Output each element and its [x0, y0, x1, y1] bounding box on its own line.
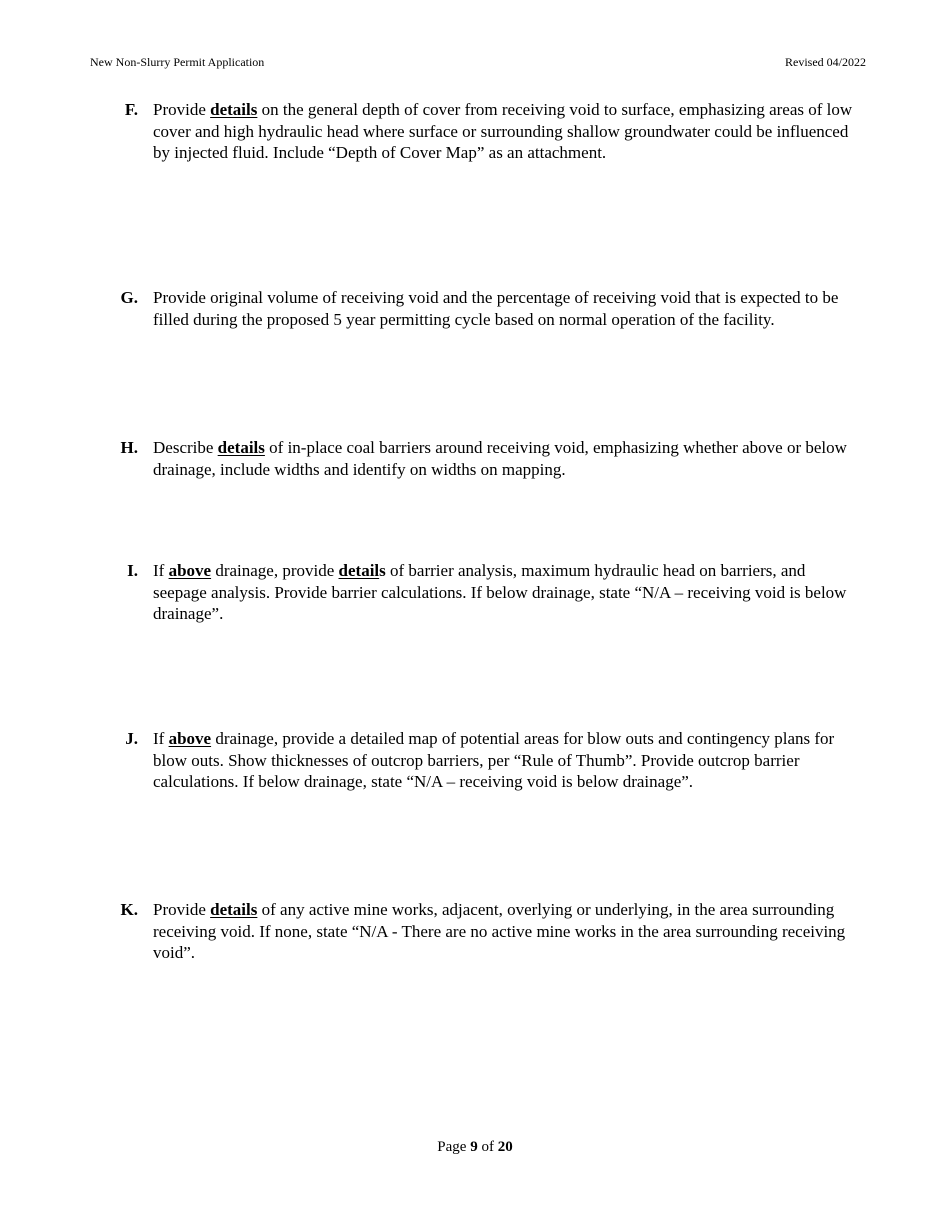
- emphasis-details: details: [210, 100, 258, 119]
- header-document-title: New Non-Slurry Permit Application: [90, 55, 265, 69]
- total-pages: 20: [497, 1139, 513, 1155]
- emphasis-details: details: [210, 900, 258, 919]
- emphasis-s: s: [379, 561, 386, 580]
- item-letter: G.: [120, 288, 138, 307]
- emphasis-details: details: [217, 438, 265, 457]
- text-segment: If: [153, 561, 169, 580]
- text-segment: on the general depth of cover from receiving void to surface, emphasizing areas of low cover and high hydraulic head where surface or surrounding shallow groundwater could be influenced by injected fluid. Include “Depth of Cover Map” as an attachment.: [153, 100, 853, 162]
- text-segment: Provide: [153, 900, 211, 919]
- item-letter: J.: [125, 729, 138, 748]
- text-segment: of barrier analysis, maximum hydraulic head on barriers, and seepage analysis. Provide barrier calculations. If below drainage, state “N/A – receiving void is below drainage”.: [153, 561, 847, 623]
- header-revision-date: Revised 04/2022: [785, 55, 866, 69]
- item-text: [153, 560, 855, 625]
- item-letter: K.: [120, 900, 138, 919]
- page-number: 9: [470, 1139, 478, 1155]
- item-text: [153, 99, 855, 164]
- text-segment: drainage, provide: [211, 561, 339, 580]
- item-letter: F.: [124, 100, 138, 119]
- text-segment: Provide original volume of receiving void and the percentage of receiving void that is expected to be filled during the proposed 5 year permitting cycle based on normal operation of the facility.: [153, 288, 839, 329]
- item-text: [153, 437, 855, 480]
- text-segment: Provide: [153, 100, 211, 119]
- text-segment: If: [153, 729, 169, 748]
- page-label: Page: [437, 1139, 467, 1155]
- text-segment: of in-place coal barriers around receiving void, emphasizing whether above or below drainage, include widths and identify on widths on mapping.: [153, 438, 847, 479]
- item-text: [153, 287, 855, 330]
- text-segment: drainage, provide a detailed map of potential areas for blow outs and contingency plans for blow outs. Show thicknesses of outcrop barriers, per “Rule of Thumb”. Provide outcrop barrier calculations. If below drainage, state “N/A – receiving void is below drainage”.: [153, 729, 835, 791]
- emphasis-above: above: [168, 729, 212, 748]
- item-letter: H.: [120, 438, 138, 457]
- item-text: [153, 728, 855, 793]
- of-label: of: [481, 1139, 494, 1155]
- emphasis-detail: detail: [338, 561, 380, 580]
- text-segment: of any active mine works, adjacent, overlying or underlying, in the area surrounding receiving void. If none, state “N/A - There are no active mine works in the area surrounding receiving void”.: [153, 900, 846, 962]
- page-footer: [0, 1138, 950, 1156]
- text-segment: Describe: [153, 438, 218, 457]
- item-letter: I.: [127, 561, 138, 580]
- item-text: [153, 899, 855, 964]
- emphasis-above: above: [168, 561, 212, 580]
